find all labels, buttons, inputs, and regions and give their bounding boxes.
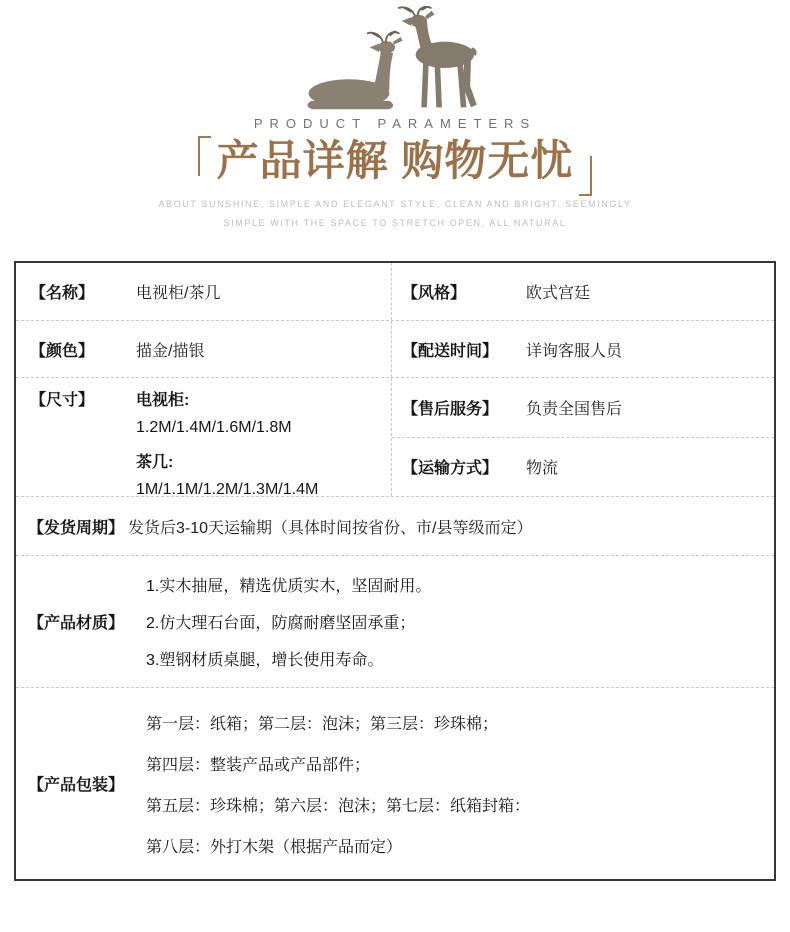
cell-shipping xyxy=(392,437,774,497)
deer-figurines-image xyxy=(0,4,790,114)
packaging-line-4: 第八层：外打木架（根据产品而定） xyxy=(146,838,403,856)
packaging-lines xyxy=(146,702,530,866)
size-tea-label: 茶几: xyxy=(136,454,174,471)
name-label: 【名称】 xyxy=(30,285,95,302)
material-line-2: 2.仿大理石台面，防腐耐磨坚固承重； xyxy=(146,615,416,632)
packaging-line-2: 第四层：整装产品或产品部件； xyxy=(146,756,371,774)
after-sale-label: 【售后服务】 xyxy=(402,400,499,418)
size-tv-label: 电视柜: xyxy=(136,392,190,409)
subtitle-line-2: SIMPLE WITH THE SPACE TO STRETCH OPEN, ALL NATURAL xyxy=(223,218,567,228)
size-tea-value: 1M/1.1M/1.2M/1.3M/1.4M xyxy=(136,481,319,498)
material-label: 【产品材质】 xyxy=(28,615,125,632)
cell-dispatch xyxy=(16,497,774,555)
style-value: 欧式宫廷 xyxy=(526,285,591,302)
cell-packaging xyxy=(16,688,774,879)
size-values xyxy=(136,387,318,503)
color-label: 【颜色】 xyxy=(30,342,95,360)
cell-delivery-time xyxy=(391,321,774,377)
size-tv-value: 1.2M/1.4M/1.6M/1.8M xyxy=(136,419,292,436)
title-row xyxy=(0,136,790,190)
table-row xyxy=(16,688,774,879)
right-corner-bracket xyxy=(579,156,592,196)
subtitle-line-1: ABOUT SUNSHINE, SIMPLE AND ELEGANT STYLE, CLEAN AND BRIGHT, SEEMINGLY xyxy=(158,199,632,209)
cell-color xyxy=(16,321,391,377)
hero-section xyxy=(0,0,790,233)
deer-icon xyxy=(271,6,519,114)
color-value: 描金/描银 xyxy=(136,342,205,360)
packaging-label: 【产品包装】 xyxy=(28,777,125,794)
table-row xyxy=(16,497,774,556)
delivery-time-value: 详询客服人员 xyxy=(526,342,623,360)
size-label: 【尺寸】 xyxy=(30,392,95,409)
material-line-1: 1.实木抽屉，精选优质实木，坚固耐用。 xyxy=(146,578,432,595)
shipping-value: 物流 xyxy=(526,460,559,478)
cell-size xyxy=(16,378,391,496)
packaging-line-1: 第一层：纸箱；第二层：泡沫；第三层：珍珠棉； xyxy=(146,715,499,733)
cell-after-sale xyxy=(392,378,774,437)
dispatch-value: 发货后3-10天运输期（具体时间按省份、市/县等级而定） xyxy=(128,519,533,537)
parameters-table xyxy=(14,261,776,881)
name-value: 电视柜/茶几 xyxy=(136,285,221,302)
cell-style xyxy=(391,263,774,320)
page-title: 产品详解 购物无忧 xyxy=(216,137,574,184)
table-row xyxy=(16,378,774,497)
cell-name xyxy=(16,263,391,320)
dispatch-label: 【发货周期】 xyxy=(28,519,125,537)
subtitle xyxy=(0,195,790,233)
eyebrow-text: PRODUCT PARAMETERS xyxy=(253,116,537,131)
material-line-3: 3.塑钢材质桌腿，增长使用寿命。 xyxy=(146,652,384,669)
after-sale-value: 负责全国售后 xyxy=(526,400,623,418)
style-label: 【风格】 xyxy=(402,285,467,302)
table-row xyxy=(16,556,774,688)
table-row xyxy=(16,321,774,378)
left-corner-bracket xyxy=(198,136,211,176)
table-row xyxy=(16,263,774,321)
material-lines xyxy=(146,566,431,677)
cell-service-shipping xyxy=(391,378,774,496)
cell-material xyxy=(16,556,774,687)
delivery-time-label: 【配送时间】 xyxy=(402,342,499,360)
packaging-line-3: 第五层：珍珠棉；第六层：泡沫；第七层：纸箱封箱： xyxy=(146,797,531,815)
shipping-label: 【运输方式】 xyxy=(402,460,499,478)
